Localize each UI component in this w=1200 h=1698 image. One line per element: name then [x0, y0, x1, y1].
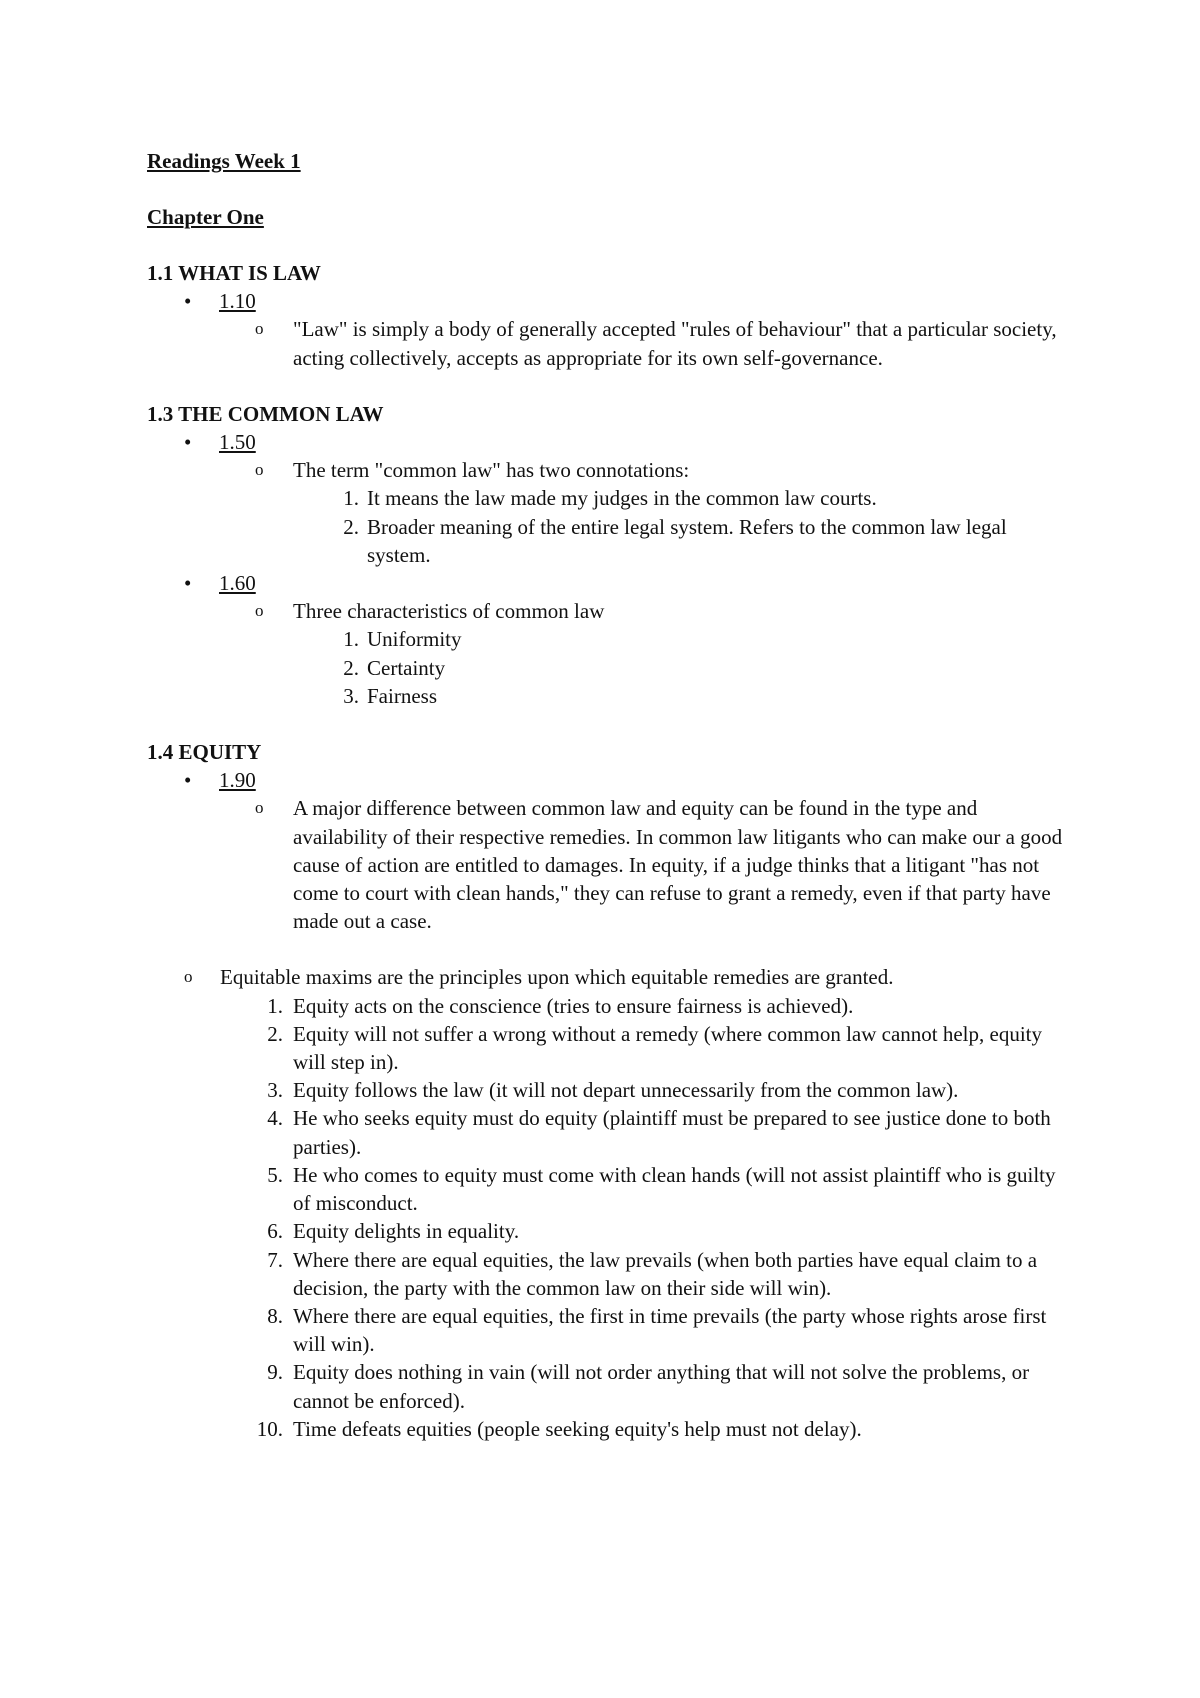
ref-number: 1.10	[219, 289, 256, 314]
circle-bullet-icon: o	[255, 319, 264, 339]
list-item: 10. Time defeats equities (people seeking equity's help must not delay).	[256, 1416, 862, 1441]
list-item: 1. It means the law made my judges in the common law courts.	[343, 486, 877, 511]
list-item: 1. Equity acts on the conscience (tries to ensure fairness is achieved).	[267, 993, 854, 1018]
sub-bullet-maxims-intro	[147, 963, 1067, 991]
list-item: 2. Broader meaning of the entire legal system. Refers to the common law legal system.	[343, 514, 1007, 567]
connotations-list	[147, 484, 1067, 569]
sub-bullet-text: Three characteristics of common law	[293, 599, 605, 624]
sub-bullet-connotations	[147, 456, 1067, 484]
circle-bullet-icon: o	[184, 967, 193, 987]
circle-bullet-icon: o	[255, 798, 264, 818]
document-title: Readings Week 1	[147, 149, 301, 173]
chapter-title: Chapter One	[147, 205, 264, 229]
list-item: 5. He who comes to equity must come with clean hands (will not assist plaintiff who is guilty of misconduct.	[267, 1162, 1056, 1216]
circle-bullet-icon: o	[255, 460, 264, 480]
sub-bullet-law-definition	[147, 315, 1067, 371]
ref-number: 1.50	[219, 430, 256, 455]
characteristics-list	[147, 625, 1067, 710]
sub-bullet-characteristics	[147, 597, 1067, 625]
bullet-icon: •	[184, 289, 192, 314]
bullet-ref-1-10	[147, 287, 1067, 315]
bullet-ref-1-50	[147, 428, 1067, 456]
sub-bullet-text: A major difference between common law and equity can be found in the type and availability of their respective remedies. In common law litigants who can make our a good cause of action are entitled to damages. In equity, if a judge thinks that a litigant "has not come to court with clean hands," they can refuse to grant a remedy, even if that party have made out a case.	[293, 796, 1063, 934]
bullet-icon: •	[184, 430, 192, 455]
sub-bullet-remedies	[147, 794, 1067, 935]
list-item: 4. He who seeks equity must do equity (plaintiff must be prepared to see justice done to both parties).	[267, 1106, 1051, 1159]
sub-bullet-text: The term "common law" has two connotations:	[293, 458, 690, 483]
list-item: 7. Where there are equal equities, the law prevails (when both parties have equal claim to a decision, the party with the common law on their side will win).	[267, 1247, 1038, 1300]
list-item: 3. Equity follows the law (it will not depart unnecessarily from the common law).	[267, 1078, 959, 1103]
bullet-ref-1-90	[147, 766, 1067, 794]
document-body	[147, 259, 1067, 1443]
list-item: 2. Certainty	[343, 655, 446, 680]
maxims-list	[147, 992, 1067, 1443]
bullet-icon: •	[184, 768, 192, 793]
ref-number: 1.60	[219, 571, 256, 596]
list-item: 9. Equity does nothing in vain (will not order anything that will not solve the problems, or cannot be enforced).	[267, 1360, 1030, 1413]
bullet-icon: •	[184, 571, 192, 596]
bullet-ref-1-60	[147, 569, 1067, 597]
list-item: 1. Uniformity	[343, 627, 462, 652]
section-heading-common-law: 1.3 THE COMMON LAW	[147, 401, 384, 426]
list-item: 2. Equity will not suffer a wrong without a remedy (where common law cannot help, equity will step in).	[267, 1021, 1043, 1075]
section-heading-what-is-law: 1.1 WHAT IS LAW	[147, 261, 321, 285]
list-item: 3. Fairness	[343, 683, 437, 708]
list-item: 6. Equity delights in equality.	[267, 1219, 520, 1244]
list-item: 8. Where there are equal equities, the first in time prevails (the party whose rights arose first will win).	[267, 1303, 1047, 1357]
ref-number: 1.90	[219, 768, 256, 793]
circle-bullet-icon: o	[255, 601, 264, 621]
sub-bullet-text: "Law" is simply a body of generally accepted "rules of behaviour" that a particular society, acting collectively, accepts as appropriate for its own self-governance.	[293, 317, 1057, 370]
section-heading-equity: 1.4 EQUITY	[147, 740, 262, 765]
sub-bullet-text: Equitable maxims are the principles upon which equitable remedies are granted.	[220, 965, 894, 990]
